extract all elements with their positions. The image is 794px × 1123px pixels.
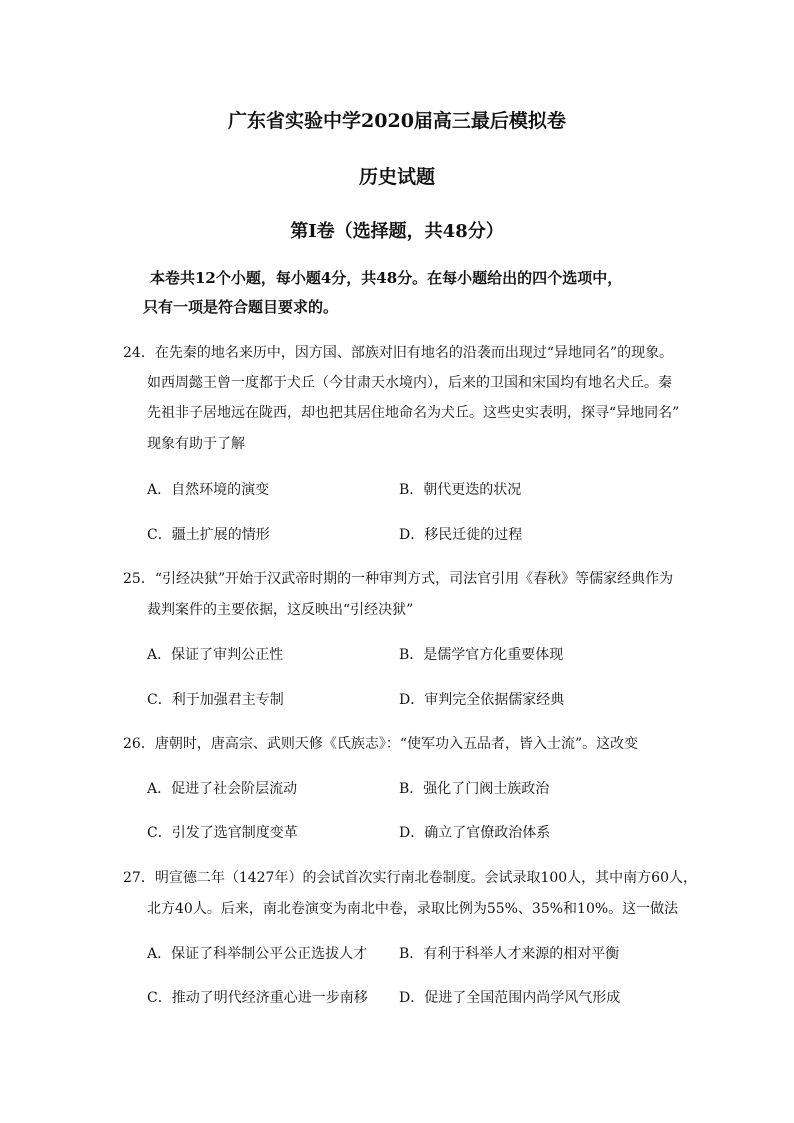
subject-title: 历史试题 bbox=[358, 166, 435, 188]
question-stem-line: 25．“引经决狱”开始于汉武帝时期的一种审判方式，司法官引用《春秋》等儒家经典作为 bbox=[123, 571, 674, 587]
option-a: A．保证了科举制公平公正选拔人才 bbox=[147, 946, 368, 962]
instructions-line-1: 本卷共12个小题，每小题4分，共48分。在每小题给出的四个选项中， bbox=[150, 269, 623, 287]
option-b: B．是儒学官方化重要体现 bbox=[399, 647, 564, 663]
question-stem-line: 先祖非子居地远在陇西，却也把其居住地命名为犬丘。这些史实表明，探寻“异地同名” bbox=[147, 405, 680, 421]
question-stem-line: 27．明宣德二年（1427年）的会试首次实行南北卷制度。会试录取100人，其中南方60人， bbox=[123, 870, 697, 886]
document-title: 广东省实验中学2020届高三最后模拟卷 bbox=[228, 110, 566, 132]
option-d: D．移民迁徙的过程 bbox=[399, 527, 523, 543]
instructions-line-2: 只有一项是符合题目要求的。 bbox=[143, 298, 339, 316]
option-d: D．确立了官僚政治体系 bbox=[399, 825, 551, 841]
option-b: B．朝代更迭的状况 bbox=[399, 482, 522, 498]
option-b: B．强化了门阀士族政治 bbox=[399, 781, 550, 797]
option-a: A．自然环境的演变 bbox=[147, 482, 270, 498]
option-d: D．促进了全国范围内尚学风气形成 bbox=[399, 990, 621, 1006]
option-c: C．引发了选官制度变革 bbox=[147, 825, 298, 841]
section-heading: 第Ⅰ卷（选择题，共48分） bbox=[290, 221, 504, 242]
option-b: B．有利于科举人才来源的相对平衡 bbox=[399, 946, 620, 962]
question-stem-line: 北方40人。后来，南北卷演变为南北中卷，录取比例为55%、35%和10%。这一做法 bbox=[147, 901, 679, 917]
question-stem-line: 24．在先秦的地名来历中，因方国、部族对旧有地名的沿袭而出现过“异地同名”的现象。 bbox=[123, 345, 674, 361]
question-stem-line: 裁判案件的主要依据，这反映出“引经决狱” bbox=[147, 602, 414, 618]
option-d: D．审判完全依据儒家经典 bbox=[399, 692, 565, 708]
question-stem-line: 26．唐朝时，唐高宗、武则天修《氏族志》：“使军功入五品者，皆入士流”。这改变 bbox=[123, 736, 639, 752]
option-c: C．利于加强君主专制 bbox=[147, 692, 284, 708]
option-a: A．保证了审判公正性 bbox=[147, 647, 284, 663]
question-stem-line: 如西周懿王曾一度都于犬丘（今甘肃天水境内），后来的卫国和宋国均有地名犬丘。秦 bbox=[147, 375, 672, 391]
question-stem-line: 现象有助于了解 bbox=[147, 436, 245, 452]
option-c: C．推动了明代经济重心进一步南移 bbox=[147, 990, 368, 1006]
option-a: A．促进了社会阶层流动 bbox=[147, 781, 298, 797]
option-c: C．疆土扩展的情形 bbox=[147, 527, 270, 543]
